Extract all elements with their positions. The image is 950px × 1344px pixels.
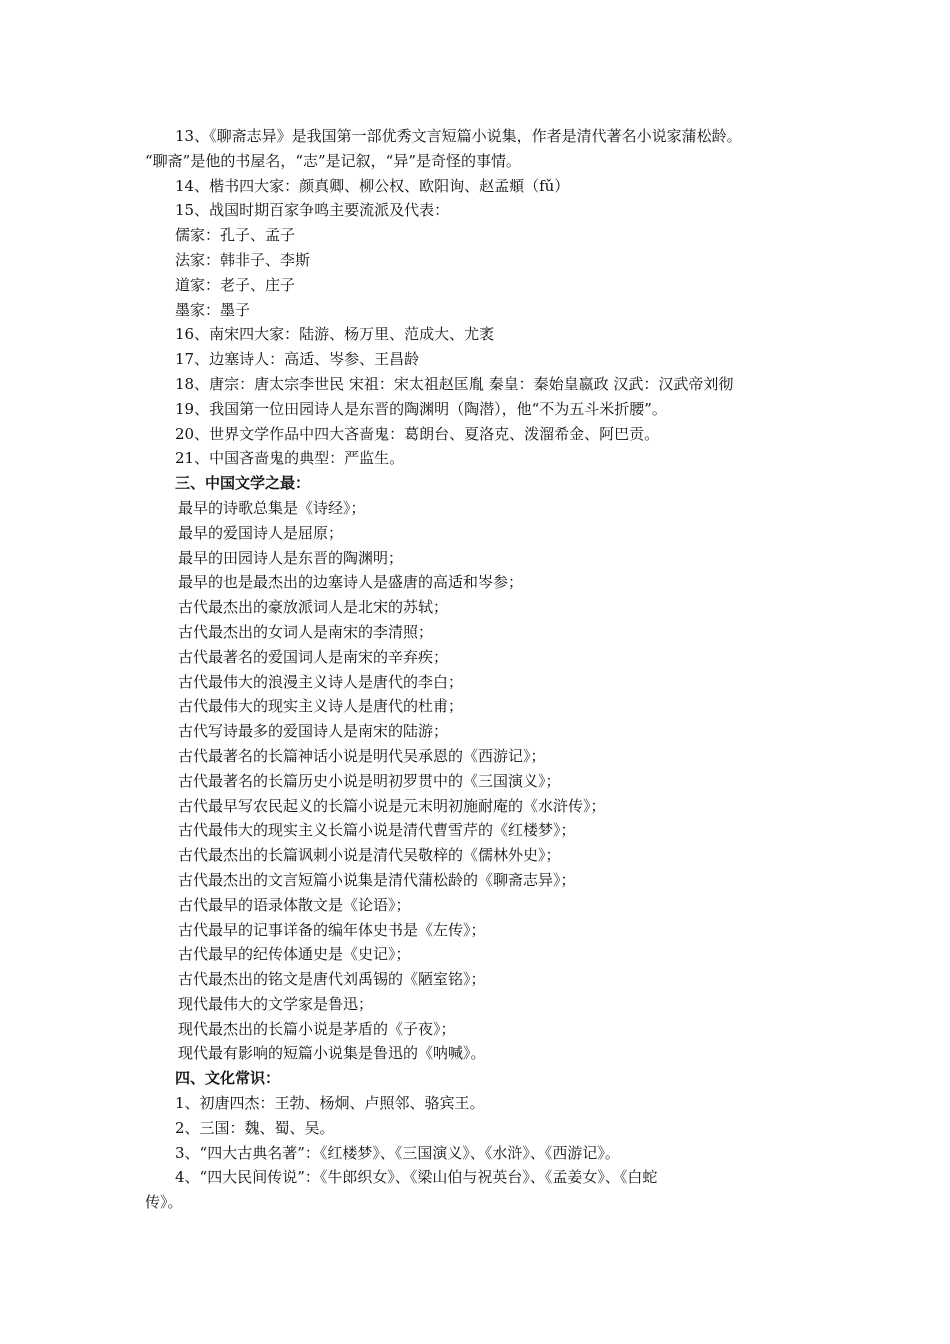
text-line: 最早的爱国诗人是屈原； [178, 523, 344, 542]
text-line: 古代最杰出的女词人是南宋的李清照； [178, 622, 434, 641]
text-line: 古代最伟大的现实主义长篇小说是清代曹雪芹的《红楼梦》； [178, 821, 576, 840]
text-line: 现代最杰出的长篇小说是茅盾的《子夜》； [178, 1019, 456, 1038]
text-line: 21、中国吝啬鬼的典型：严监生。 [175, 449, 405, 468]
text-line: 2、三国：魏、蜀、吴。 [175, 1118, 335, 1137]
text-line: 17、边塞诗人：高适、岑参、王昌龄 [175, 350, 420, 369]
text-line: 儒家：孔子、孟子 [175, 226, 296, 245]
text-line: 19、我国第一位田园诗人是东晋的陶渊明（陶潜），他“不为五斗米折腰”。 [175, 399, 667, 418]
text-line: 古代最早的纪传体通史是《史记》； [178, 945, 411, 964]
text-line: 古代最早写农民起义的长篇小说是元末明初施耐庵的《水浒传》； [178, 796, 606, 815]
section-heading: 三、中国文学之最： [175, 474, 311, 493]
text-line: 1、初唐四杰：王勃、杨炯、卢照邻、骆宾王。 [175, 1094, 485, 1113]
text-line: 15、战国时期百家争鸣主要流派及代表： [175, 201, 450, 220]
text-line: 古代最著名的长篇神话小说是明代吴承恩的《西游记》； [178, 746, 546, 765]
text-line: “聊斋”是他的书屋名，“志”是记叙，“异”是奇怪的事情。 [145, 151, 522, 170]
text-line: 传》。 [145, 1193, 183, 1212]
text-line: 古代最伟大的浪漫主义诗人是唐代的李白； [178, 672, 464, 691]
text-line: 16、南宋四大家：陆游、杨万里、范成大、尤袤 [175, 325, 495, 344]
text-line: 古代最杰出的铭文是唐代刘禹锡的《陋室铭》； [178, 970, 486, 989]
text-line: 最早的也是最杰出的边塞诗人是盛唐的高适和岑参； [178, 573, 524, 592]
text-line: 古代最杰出的长篇讽刺小说是清代吴敬梓的《儒林外史》； [178, 846, 561, 865]
text-line: 古代最伟大的现实主义诗人是唐代的杜甫； [178, 697, 464, 716]
text-line: 古代最杰出的文言短篇小说集是清代蒲松龄的《聊斋志异》； [178, 870, 576, 889]
text-line: 3、“四大古典名著”：《红楼梦》、《三国演义》、《水浒》、《西游记》。 [175, 1143, 620, 1162]
text-line: 古代最杰出的豪放派词人是北宋的苏轼； [178, 598, 449, 617]
section-heading: 四、文化常识： [175, 1069, 281, 1088]
text-line: 古代最早的语录体散文是《论语》； [178, 895, 411, 914]
text-line: 古代最早的记事详备的编年体史书是《左传》； [178, 920, 486, 939]
text-line: 墨家：墨子 [175, 300, 251, 319]
document-body [145, 124, 813, 1215]
text-line: 13、《聊斋志异》是我国第一部优秀文言短篇小说集，作者是清代著名小说家蒲松龄。 [175, 127, 742, 145]
text-line: 古代最著名的爱国词人是南宋的辛弃疾； [178, 647, 449, 666]
text-line: 现代最伟大的文学家是鲁迅； [178, 994, 374, 1013]
text-line: 4、“四大民间传说”：《牛郎织女》、《梁山伯与祝英台》、《孟姜女》、《白蛇 [175, 1168, 658, 1187]
text-line: 最早的田园诗人是东晋的陶渊明； [178, 548, 404, 567]
text-line: 最早的诗歌总集是《诗经》； [178, 498, 366, 517]
text-line: 14、楷书四大家：颜真卿、柳公权、欧阳询、赵孟頫（fǔ） [175, 176, 570, 195]
text-line: 古代最著名的长篇历史小说是明初罗贯中的《三国演义》； [178, 771, 561, 790]
text-line: 道家：老子、庄子 [175, 275, 296, 294]
text-line: 古代写诗最多的爱国诗人是南宋的陆游； [178, 722, 449, 741]
text-line: 现代最有影响的短篇小说集是鲁迅的《呐喊》。 [178, 1044, 486, 1063]
text-line: 法家：韩非子、李斯 [175, 250, 311, 269]
text-line: 18、唐宗：唐太宗李世民 宋祖：宋太祖赵匡胤 秦皇：秦始皇嬴政 汉武：汉武帝刘彻 [175, 374, 734, 393]
text-line: 20、世界文学作品中四大吝啬鬼：葛朗台、夏洛克、泼溜希金、阿巴贡。 [175, 424, 660, 443]
